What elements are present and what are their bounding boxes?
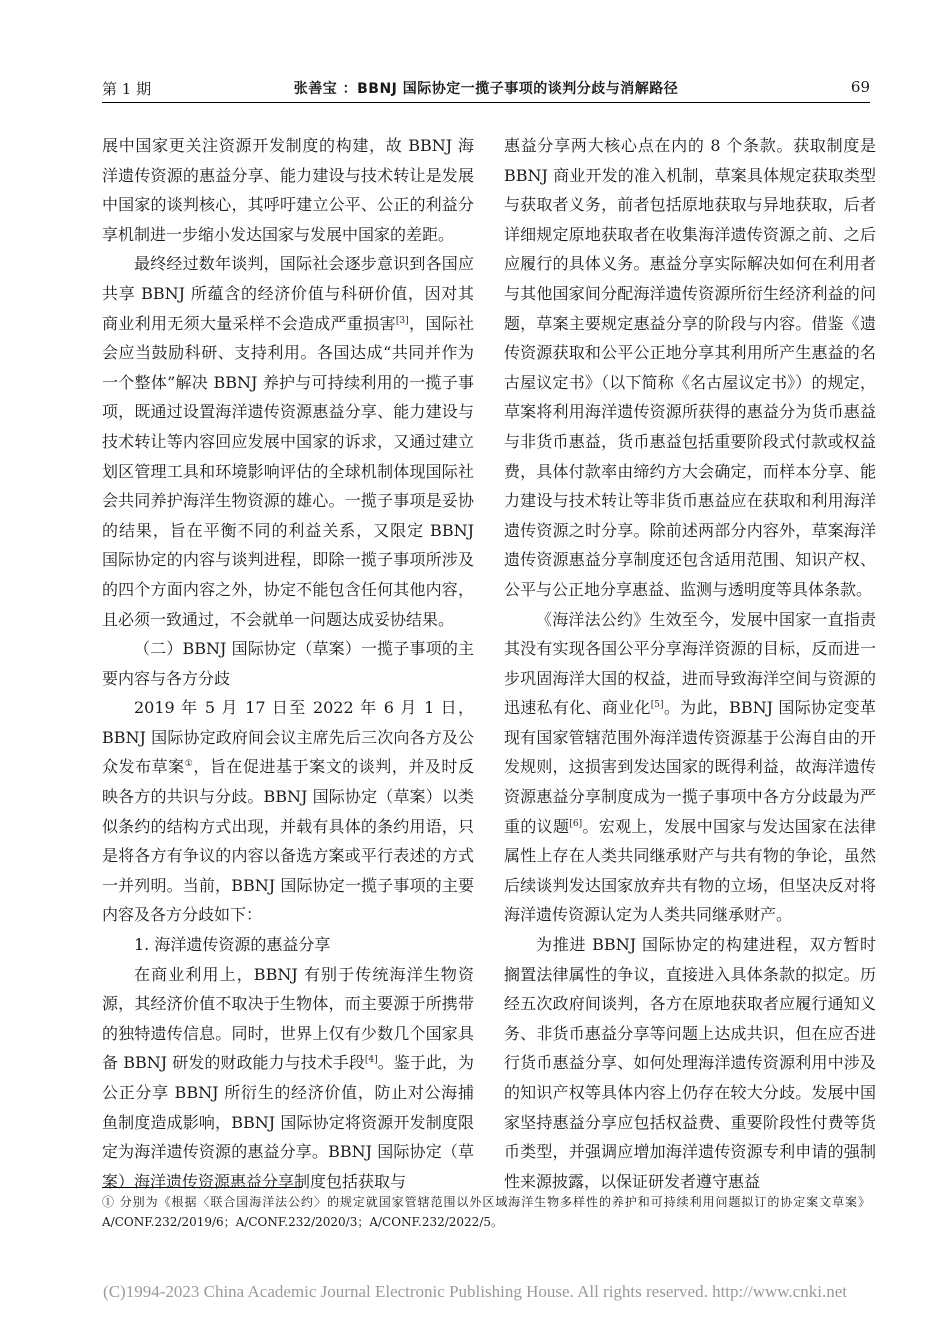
paragraph: 在商业利用上，BBNJ 有别于传统海洋生物资源，其经济价值不取决于生物体，而主要源于所携带的独特遗传信息。同时，世界上仅有少数几个国家具备 BBNJ 研发的财政能力与技术手段[4]。鉴于此，为公正分享 BBNJ 所衍生的经济价值，防止对公海捕鱼制度造成影响，BBNJ 国际协定将资源开发制度限定为海洋遗传资源的惠益分享。BBNJ 国际协定（草案）海洋遗传资源惠益分享制度包括获取与 bbox=[102, 964, 474, 1191]
paragraph: 最终经过数年谈判，国际社会逐步意识到各国应共享 BBNJ 所蕴含的经济价值与科研价值，因对其商业利用无须大量采样不会造成严重损害[3]，国际社会应当鼓励科研、支持利用。各国达成“共同并作为一个整体”解决 BBNJ 养护与可持续利用的一揽子事项，既通过设置海洋遗传资源惠益分享、能力建设与技术转让等内容回应发展中国家的诉求，又通过建立划区管理工具和环境影响评估的全球机制体现国际社会共同养护海洋生物资源的雄心。一揽子事项是妥协的结果，旨在平衡不同的利益关系，又限定 BBNJ 国际协定的内容与谈判进程，即除一揽子事项所涉及的四个方面内容之外，协定不能包含任何其他内容，且必须一致通过，不会就单一问题达成妥协结果。 bbox=[102, 254, 474, 629]
paragraph: 《海洋法公约》生效至今，发展中国家一直指责其没有实现各国公平分享海洋资源的目标，反而进一步巩固海洋大国的权益，进而导致海洋空间与资源的迅速私有化、商业化[5]。为此，BBNJ 国际协定变革现有国家管辖范围外海洋遗传资源基于公海自由的开发规则，这损害到发达国家的既得利益，故海洋遗传资源惠益分享制度成为一揽子事项中各方分歧最为严重的议题[6]。宏观上，发展中国家与发达国家在法律属性上存在人类共同继承财产与共有物的争论，虽然后续谈判发达国家放弃共有物的立场，但坚决反对将海洋遗传资源认定为人类共同继承财产。 bbox=[504, 609, 876, 925]
paragraph: 2019 年 5 月 17 日至 2022 年 6 月 1 日，BBNJ 国际协定政府间会议主席先后三次向各方及公众发布草案①，旨在促进基于案文的谈判，并及时反映各方的共识与分歧。BBNJ 国际协定（草案）以类似条约的结构方式出现，并载有具体的条约用语，只是将各方有争议的内容以备选方案或平行表述的方式一并列明。当前，BBNJ 国际协定一揽子事项的主要内容及各方分歧如下： bbox=[102, 698, 474, 925]
page-header bbox=[102, 78, 870, 100]
footnote-rule bbox=[102, 1187, 302, 1188]
paragraph: 为推进 BBNJ 国际协定的构建进程，双方暂时搁置法律属性的争议，直接进入具体条款的拟定。历经五次政府间谈判，各方在原地获取者应履行通知义务、非货币惠益分享等问题上达成共识，但在应否进行货币惠益分享、如何处理海洋遗传资源利用中涉及的知识产权等具体内容上仍存在较大分歧。发展中国家坚持惠益分享应包括权益费、重要阶段性付费等货币类型，并强调应增加海洋遗传资源专利申请的强制性来源披露，以保证研发者遵守惠益 bbox=[504, 935, 876, 1191]
paragraph: 惠益分享两大核心点在内的 8 个条款。获取制度是 BBNJ 商业开发的准入机制，草案具体规定获取类型与获取者义务，前者包括原地获取与异地获取，后者详细规定原地获取者在收集海洋遗传资源之前、之后应履行的具体义务。惠益分享实际解决如何在利用者与其他国家间分配海洋遗传资源所衍生经济利益的问题，草案主要规定惠益分享的阶段与内容。借鉴《遗传资源获取和公平公正地分享其利用所产生惠益的名古屋议定书》（以下简称《名古屋议定书》）的规定，草案将利用海洋遗传资源所获得的惠益分为货币惠益与非货币惠益，货币惠益包括重要阶段式付款或权益费，具体付款率由缔约方大会确定，而样本分享、能力建设与技术转让等非货币惠益应在获取和利用海洋遗传资源之时分享。除前述两部分内容外，草案海洋遗传资源惠益分享制度还包含适用范围、知识产权、公平与公正地分享惠益、监测与透明度等具体条款。 bbox=[504, 136, 876, 599]
footnote: ① 分别为《根据〈联合国海洋法公约〉的规定就国家管辖范围以外区域海洋生物多样性的养护和可持续利用问题拟订的协定案文草案》A/CONF.232/2019/6；A/CONF.232/2020/3；A/CONF.232/2022/5。 bbox=[102, 1195, 870, 1229]
footnote-ref[interactable]: ① bbox=[184, 759, 194, 770]
subheading: （二）BBNJ 国际协定（草案）一揽子事项的主要内容与各方分歧 bbox=[102, 639, 474, 688]
issue-number: 第 1 期 bbox=[102, 80, 152, 98]
header-rule bbox=[102, 102, 870, 103]
section-heading: 1. 海洋遗传资源的惠益分享 bbox=[134, 935, 331, 955]
copyright-watermark: (C)1994-2023 China Academic Journal Electronic Publishing House. All rights reserved. http://www.cnki.net bbox=[103, 1282, 847, 1301]
paragraph: 展中国家更关注资源开发制度的构建，故 BBNJ 海洋遗传资源的惠益分享、能力建设与技术转让是发展中国家的谈判核心，其呼吁建立公平、公正的利益分享机制进一步缩小发达国家与发展中国家的差距。 bbox=[102, 136, 474, 244]
page-number: 69 bbox=[850, 78, 870, 96]
right-column bbox=[504, 131, 876, 1196]
citation-ref[interactable]: [5] bbox=[650, 700, 664, 711]
citation-ref[interactable]: [6] bbox=[569, 818, 583, 829]
running-title: 张善宝 ：BBNJ 国际协定一揽子事项的谈判分歧与消解路径 bbox=[293, 81, 679, 97]
citation-ref[interactable]: [4] bbox=[364, 1055, 378, 1066]
left-column bbox=[102, 131, 474, 1196]
citation-ref[interactable]: [3] bbox=[395, 315, 409, 326]
